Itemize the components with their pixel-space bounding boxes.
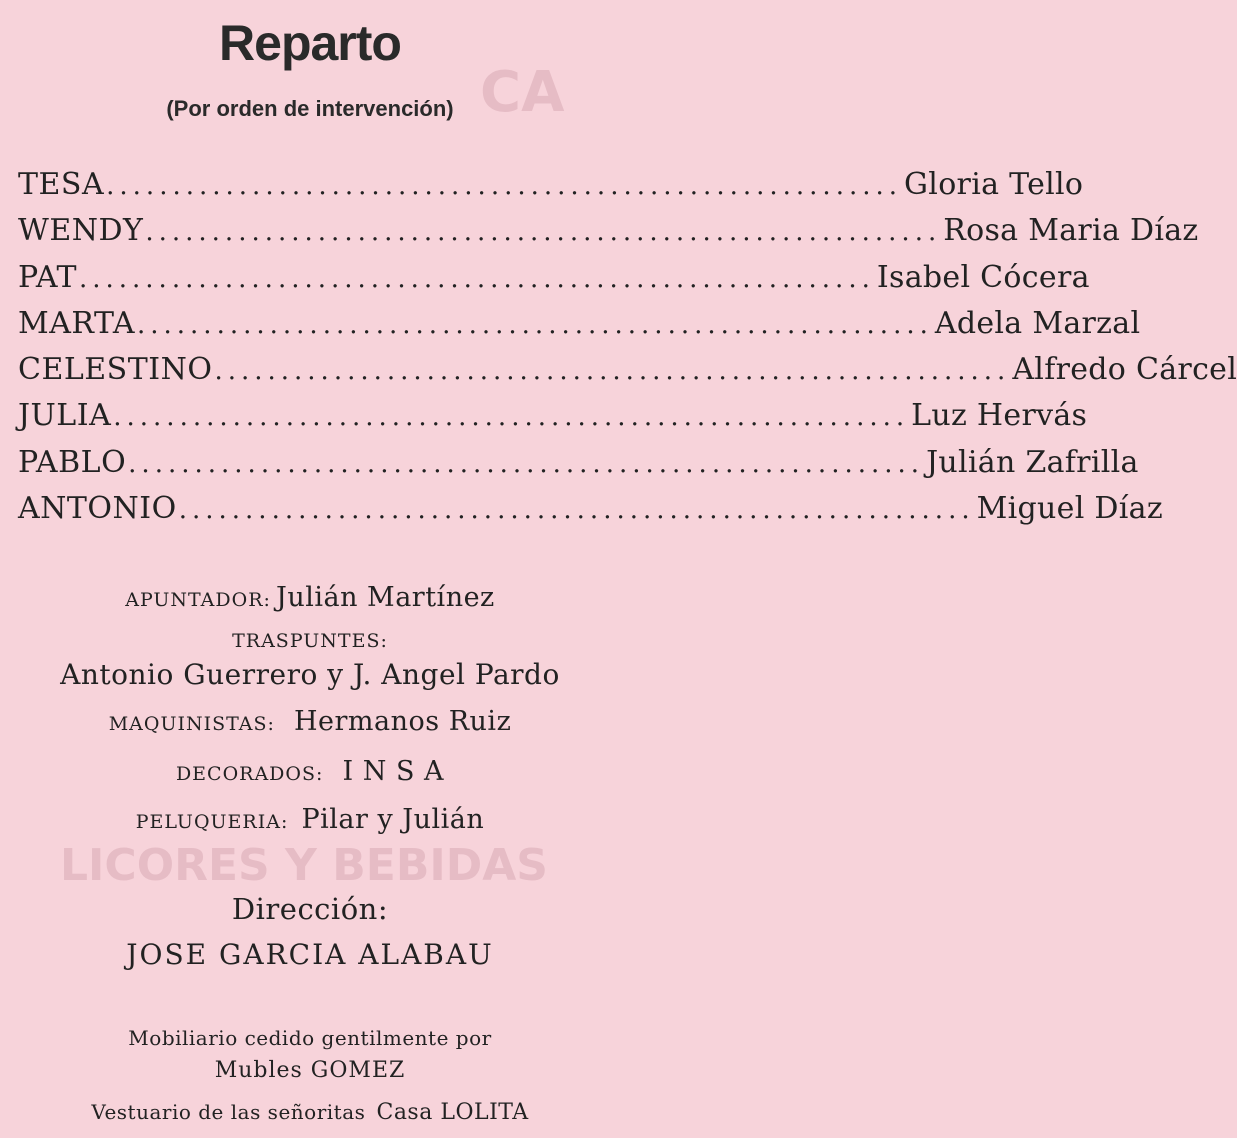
credit-value: Dirección: [231,892,389,926]
cast-row [18,393,1088,439]
show-through-text: CA [480,60,565,125]
credit-value: JOSE GARCIA ALABAU [126,938,494,971]
cast-row [18,301,1141,347]
dot-leader: ............................................................ [78,263,875,294]
page-title: Reparto [219,15,401,71]
show-through-text: LICORES Y BEBIDAS [60,840,548,891]
credit-value: Mubles GOMEZ [214,1058,406,1083]
cast-actor: Adela Marzal [934,305,1141,341]
credit-label: APUNTADOR: [125,589,271,611]
cast-row [18,347,1237,393]
credit-traspuntes-value [0,658,620,691]
cast-row [18,255,1090,301]
cast-row [18,486,1163,532]
cast-actor: Alfredo Cárcel [1012,352,1237,388]
credit-decorados [0,756,620,787]
credit-maquinistas [0,706,620,737]
credit-value: Pilar y Julián [301,804,485,835]
credit-value: Antonio Guerrero y J. Angel Pardo [60,658,560,691]
credit-value: Casa LOLITA [376,1100,529,1125]
page-subtitle: (Por orden de intervención) [166,96,454,121]
cast-role: WENDY [18,213,144,249]
credit-apuntador [0,582,620,613]
credit-peluqueria [0,804,620,835]
credit-label: PELUQUERIA: [135,811,289,833]
credit-label: Vestuario de las señoritas [91,1100,366,1124]
vestuario [0,1100,620,1125]
credit-value: Hermanos Ruiz [294,706,512,737]
cast-actor: Miguel Díaz [976,491,1163,527]
dot-leader: ............................................................ [113,402,910,433]
cast-actor: Rosa Maria Díaz [943,213,1199,249]
credit-label: MAQUINISTAS: [108,713,275,735]
direccion-value [0,938,620,971]
cast-role: PABLO [18,444,127,480]
credit-value: Mobiliario cedido gentilmente por [128,1026,492,1050]
cast-actor: Luz Hervás [911,398,1088,434]
cast-role: MARTA [18,305,135,341]
credit-label: TRASPUNTES: [232,630,388,652]
dot-leader: ............................................................ [128,448,925,479]
cast-row [18,162,1084,208]
mobiliario-value [0,1058,620,1083]
mobiliario-line [0,1026,620,1050]
cast-role: ANTONIO [18,491,177,527]
cast-row [18,440,1139,486]
credit-traspuntes-label [0,630,620,652]
cast-role: PAT [18,259,77,295]
dot-leader: ............................................................ [136,309,933,340]
dot-leader: ............................................................ [178,495,975,526]
direccion-label [0,892,620,926]
dot-leader: ............................................................ [214,356,1011,387]
cast-actor: Isabel Cócera [876,259,1090,295]
cast-row [18,208,1199,254]
credit-value: I N S A [342,756,445,787]
dot-leader: ............................................................ [106,171,903,201]
dot-leader: ............................................................ [145,217,942,248]
cast-list [18,162,1237,532]
cast-role: TESA [18,167,105,202]
cast-role: CELESTINO [18,352,213,388]
cast-role: JULIA [18,398,112,434]
credit-label: DECORADOS: [175,763,324,785]
credit-value: Julián Martínez [276,582,495,613]
cast-actor: Gloria Tello [904,167,1084,202]
cast-actor: Julián Zafrilla [926,444,1139,480]
